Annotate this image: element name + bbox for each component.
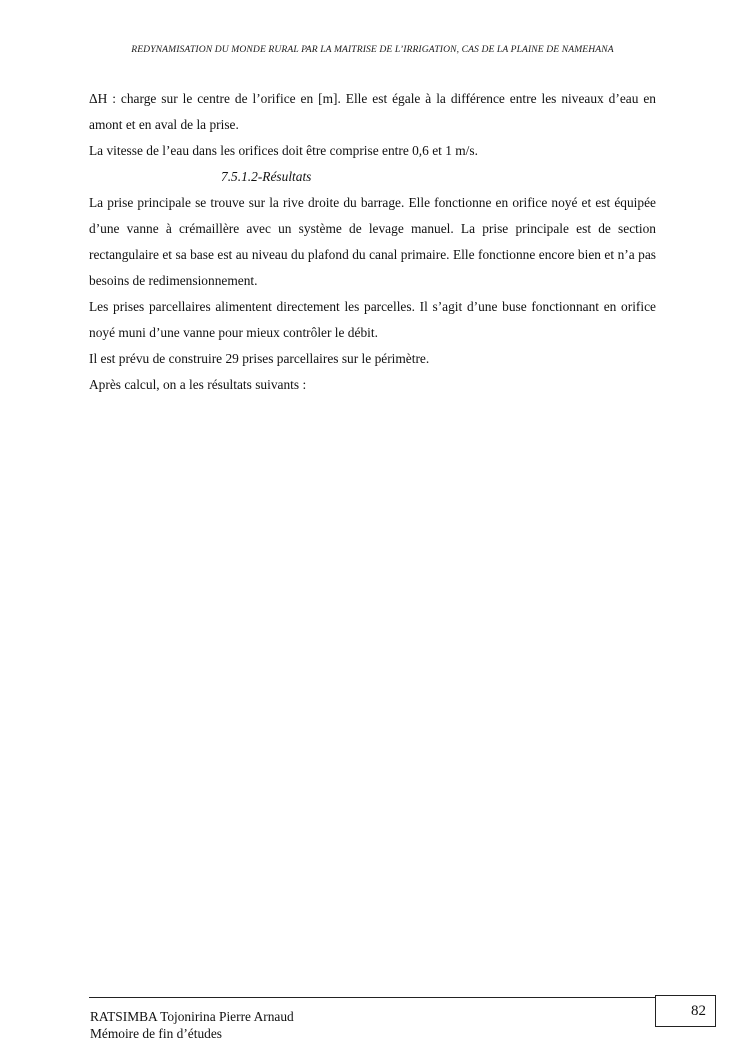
- paragraph-plot-intakes: Les prises parcellaires alimentent directement les parcelles. Il s’agit d’une buse fonctionnant en orifice noyé muni d’une vanne pour mieux contrôler le débit.: [89, 299, 656, 340]
- paragraph-planned-intakes: Il est prévu de construire 29 prises parcellaires sur le périmètre.: [89, 351, 430, 366]
- paragraph-water-velocity: La vitesse de l’eau dans les orifices doit être comprise entre 0,6 et 1 m/s.: [89, 143, 478, 158]
- footer-document-type: Mémoire de fin d’études: [90, 1026, 223, 1041]
- body-text: [89, 86, 656, 398]
- section-heading-resultats: 7.5.1.2-Résultats: [221, 169, 312, 184]
- paragraph-delta-h-definition: ΔH : charge sur le centre de l’orifice en [m]. Elle est égale à la différence entre les niveaux d’eau en amont et en aval de la prise.: [89, 91, 656, 132]
- paragraph-results-intro: Après calcul, on a les résultats suivants :: [89, 377, 307, 392]
- running-header: REDYNAMISATION DU MONDE RURAL PAR LA MAITRISE DE L’IRRIGATION, CAS DE LA PLAINE DE NAMEHANA: [131, 44, 614, 55]
- footer-divider: [89, 997, 655, 998]
- footer-author: RATSIMBA Tojonirina Pierre Arnaud: [90, 1009, 294, 1024]
- paragraph-main-intake: La prise principale se trouve sur la rive droite du barrage. Elle fonctionne en orifice noyé et est équipée d’une vanne à crémaillère avec un système de levage manuel. La prise principale est de section rectangulaire et sa base est au niveau du plafond du canal primaire. Elle fonctionne encore bien et n’a pas besoins de redimensionnement.: [89, 195, 656, 288]
- page-number: 82: [655, 995, 716, 1027]
